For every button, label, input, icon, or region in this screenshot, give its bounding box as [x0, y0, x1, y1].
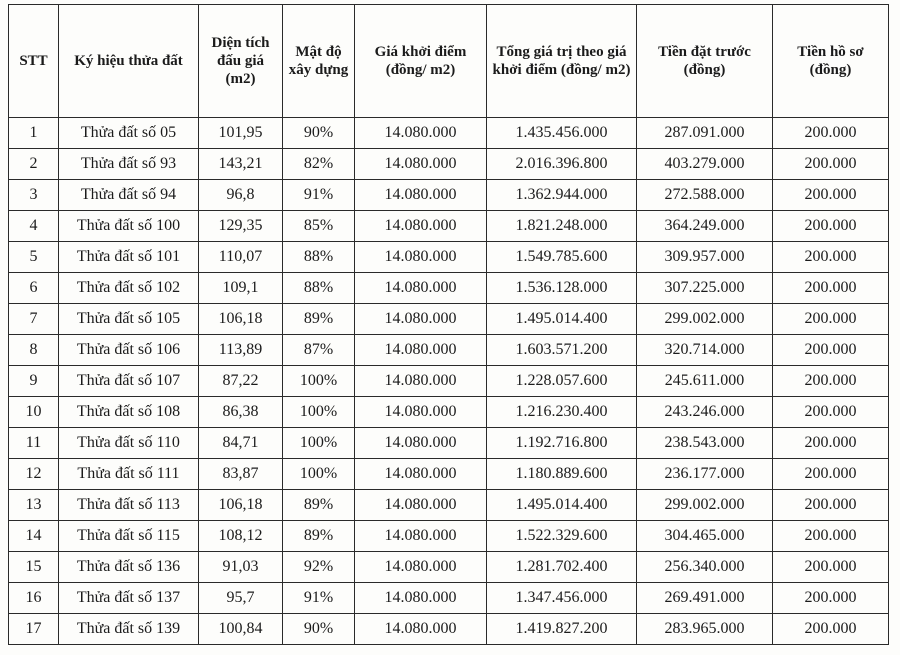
start-price-cell: 14.080.000 [355, 118, 487, 149]
stt-cell: 3 [9, 180, 59, 211]
area-cell: 129,35 [199, 211, 283, 242]
header-area: Diện tích đấu giá (m2) [199, 5, 283, 118]
area-cell: 101,95 [199, 118, 283, 149]
density-cell: 100% [283, 397, 355, 428]
start-price-cell: 14.080.000 [355, 614, 487, 645]
stt-cell: 16 [9, 583, 59, 614]
table-row [9, 459, 889, 490]
stt-cell: 13 [9, 490, 59, 521]
total-value-cell: 1.603.571.200 [487, 335, 637, 366]
table-row [9, 552, 889, 583]
deposit-cell: 307.225.000 [637, 273, 773, 304]
table-row [9, 180, 889, 211]
table-row [9, 366, 889, 397]
total-value-cell: 1.435.456.000 [487, 118, 637, 149]
table-row [9, 490, 889, 521]
table-row [9, 242, 889, 273]
area-cell: 106,18 [199, 490, 283, 521]
area-cell: 108,12 [199, 521, 283, 552]
total-value-cell: 1.522.329.600 [487, 521, 637, 552]
header-file-fee: Tiền hồ sơ (đồng) [773, 5, 889, 118]
density-cell: 85% [283, 211, 355, 242]
area-cell: 87,22 [199, 366, 283, 397]
density-cell: 100% [283, 366, 355, 397]
deposit-cell: 320.714.000 [637, 335, 773, 366]
file-fee-cell: 200.000 [773, 552, 889, 583]
file-fee-cell: 200.000 [773, 242, 889, 273]
start-price-cell: 14.080.000 [355, 242, 487, 273]
deposit-cell: 238.543.000 [637, 428, 773, 459]
total-value-cell: 1.192.716.800 [487, 428, 637, 459]
header-total-value: Tổng giá trị theo giá khởi điểm (đồng/ m2) [487, 5, 637, 118]
table-row [9, 521, 889, 552]
deposit-cell: 283.965.000 [637, 614, 773, 645]
total-value-cell: 1.228.057.600 [487, 366, 637, 397]
total-value-cell: 1.495.014.400 [487, 490, 637, 521]
parcel-cell: Thửa đất số 101 [59, 242, 199, 273]
parcel-cell: Thửa đất số 106 [59, 335, 199, 366]
file-fee-cell: 200.000 [773, 521, 889, 552]
area-cell: 91,03 [199, 552, 283, 583]
header-start-price: Giá khởi điểm (đồng/ m2) [355, 5, 487, 118]
file-fee-cell: 200.000 [773, 273, 889, 304]
stt-cell: 10 [9, 397, 59, 428]
stt-cell: 11 [9, 428, 59, 459]
total-value-cell: 1.180.889.600 [487, 459, 637, 490]
parcel-cell: Thửa đất số 139 [59, 614, 199, 645]
area-cell: 100,84 [199, 614, 283, 645]
start-price-cell: 14.080.000 [355, 335, 487, 366]
deposit-cell: 245.611.000 [637, 366, 773, 397]
file-fee-cell: 200.000 [773, 180, 889, 211]
start-price-cell: 14.080.000 [355, 490, 487, 521]
deposit-cell: 287.091.000 [637, 118, 773, 149]
density-cell: 92% [283, 552, 355, 583]
density-cell: 89% [283, 304, 355, 335]
auction-land-table [8, 4, 889, 645]
density-cell: 82% [283, 149, 355, 180]
area-cell: 113,89 [199, 335, 283, 366]
stt-cell: 14 [9, 521, 59, 552]
deposit-cell: 236.177.000 [637, 459, 773, 490]
deposit-cell: 309.957.000 [637, 242, 773, 273]
table-row [9, 304, 889, 335]
area-cell: 110,07 [199, 242, 283, 273]
parcel-cell: Thửa đất số 111 [59, 459, 199, 490]
deposit-cell: 243.246.000 [637, 397, 773, 428]
total-value-cell: 1.495.014.400 [487, 304, 637, 335]
table-row [9, 149, 889, 180]
total-value-cell: 1.419.827.200 [487, 614, 637, 645]
stt-cell: 8 [9, 335, 59, 366]
stt-cell: 12 [9, 459, 59, 490]
file-fee-cell: 200.000 [773, 118, 889, 149]
area-cell: 95,7 [199, 583, 283, 614]
total-value-cell: 1.821.248.000 [487, 211, 637, 242]
parcel-cell: Thửa đất số 110 [59, 428, 199, 459]
parcel-cell: Thửa đất số 136 [59, 552, 199, 583]
start-price-cell: 14.080.000 [355, 552, 487, 583]
stt-cell: 4 [9, 211, 59, 242]
total-value-cell: 1.216.230.400 [487, 397, 637, 428]
file-fee-cell: 200.000 [773, 583, 889, 614]
stt-cell: 7 [9, 304, 59, 335]
stt-cell: 1 [9, 118, 59, 149]
file-fee-cell: 200.000 [773, 428, 889, 459]
start-price-cell: 14.080.000 [355, 459, 487, 490]
parcel-cell: Thửa đất số 113 [59, 490, 199, 521]
parcel-cell: Thửa đất số 05 [59, 118, 199, 149]
start-price-cell: 14.080.000 [355, 366, 487, 397]
total-value-cell: 2.016.396.800 [487, 149, 637, 180]
file-fee-cell: 200.000 [773, 304, 889, 335]
table-row [9, 397, 889, 428]
area-cell: 106,18 [199, 304, 283, 335]
area-cell: 96,8 [199, 180, 283, 211]
start-price-cell: 14.080.000 [355, 583, 487, 614]
parcel-cell: Thửa đất số 105 [59, 304, 199, 335]
density-cell: 89% [283, 521, 355, 552]
table-body [9, 118, 889, 645]
density-cell: 88% [283, 242, 355, 273]
file-fee-cell: 200.000 [773, 335, 889, 366]
header-parcel-symbol: Ký hiệu thửa đất [59, 5, 199, 118]
table-row [9, 335, 889, 366]
parcel-cell: Thửa đất số 107 [59, 366, 199, 397]
start-price-cell: 14.080.000 [355, 304, 487, 335]
stt-cell: 5 [9, 242, 59, 273]
deposit-cell: 299.002.000 [637, 304, 773, 335]
area-cell: 84,71 [199, 428, 283, 459]
parcel-cell: Thửa đất số 102 [59, 273, 199, 304]
total-value-cell: 1.281.702.400 [487, 552, 637, 583]
file-fee-cell: 200.000 [773, 490, 889, 521]
start-price-cell: 14.080.000 [355, 521, 487, 552]
stt-cell: 6 [9, 273, 59, 304]
start-price-cell: 14.080.000 [355, 397, 487, 428]
area-cell: 86,38 [199, 397, 283, 428]
density-cell: 90% [283, 614, 355, 645]
density-cell: 100% [283, 428, 355, 459]
header-stt: STT [9, 5, 59, 118]
file-fee-cell: 200.000 [773, 149, 889, 180]
deposit-cell: 364.249.000 [637, 211, 773, 242]
deposit-cell: 403.279.000 [637, 149, 773, 180]
density-cell: 100% [283, 459, 355, 490]
table-row [9, 583, 889, 614]
table-row [9, 118, 889, 149]
file-fee-cell: 200.000 [773, 397, 889, 428]
area-cell: 83,87 [199, 459, 283, 490]
stt-cell: 17 [9, 614, 59, 645]
parcel-cell: Thửa đất số 94 [59, 180, 199, 211]
start-price-cell: 14.080.000 [355, 180, 487, 211]
density-cell: 89% [283, 490, 355, 521]
start-price-cell: 14.080.000 [355, 273, 487, 304]
deposit-cell: 269.491.000 [637, 583, 773, 614]
table-row [9, 428, 889, 459]
stt-cell: 9 [9, 366, 59, 397]
parcel-cell: Thửa đất số 93 [59, 149, 199, 180]
header-density: Mật độ xây dựng [283, 5, 355, 118]
header-deposit: Tiền đặt trước (đồng) [637, 5, 773, 118]
density-cell: 90% [283, 118, 355, 149]
total-value-cell: 1.549.785.600 [487, 242, 637, 273]
total-value-cell: 1.536.128.000 [487, 273, 637, 304]
parcel-cell: Thửa đất số 100 [59, 211, 199, 242]
total-value-cell: 1.362.944.000 [487, 180, 637, 211]
file-fee-cell: 200.000 [773, 459, 889, 490]
total-value-cell: 1.347.456.000 [487, 583, 637, 614]
stt-cell: 15 [9, 552, 59, 583]
table-row [9, 211, 889, 242]
file-fee-cell: 200.000 [773, 614, 889, 645]
area-cell: 143,21 [199, 149, 283, 180]
deposit-cell: 299.002.000 [637, 490, 773, 521]
area-cell: 109,1 [199, 273, 283, 304]
table-row [9, 614, 889, 645]
deposit-cell: 304.465.000 [637, 521, 773, 552]
density-cell: 88% [283, 273, 355, 304]
density-cell: 91% [283, 583, 355, 614]
density-cell: 91% [283, 180, 355, 211]
table-row [9, 273, 889, 304]
start-price-cell: 14.080.000 [355, 149, 487, 180]
parcel-cell: Thửa đất số 115 [59, 521, 199, 552]
file-fee-cell: 200.000 [773, 211, 889, 242]
parcel-cell: Thửa đất số 137 [59, 583, 199, 614]
parcel-cell: Thửa đất số 108 [59, 397, 199, 428]
start-price-cell: 14.080.000 [355, 428, 487, 459]
deposit-cell: 256.340.000 [637, 552, 773, 583]
file-fee-cell: 200.000 [773, 366, 889, 397]
deposit-cell: 272.588.000 [637, 180, 773, 211]
start-price-cell: 14.080.000 [355, 211, 487, 242]
stt-cell: 2 [9, 149, 59, 180]
density-cell: 87% [283, 335, 355, 366]
header-row [9, 5, 889, 118]
